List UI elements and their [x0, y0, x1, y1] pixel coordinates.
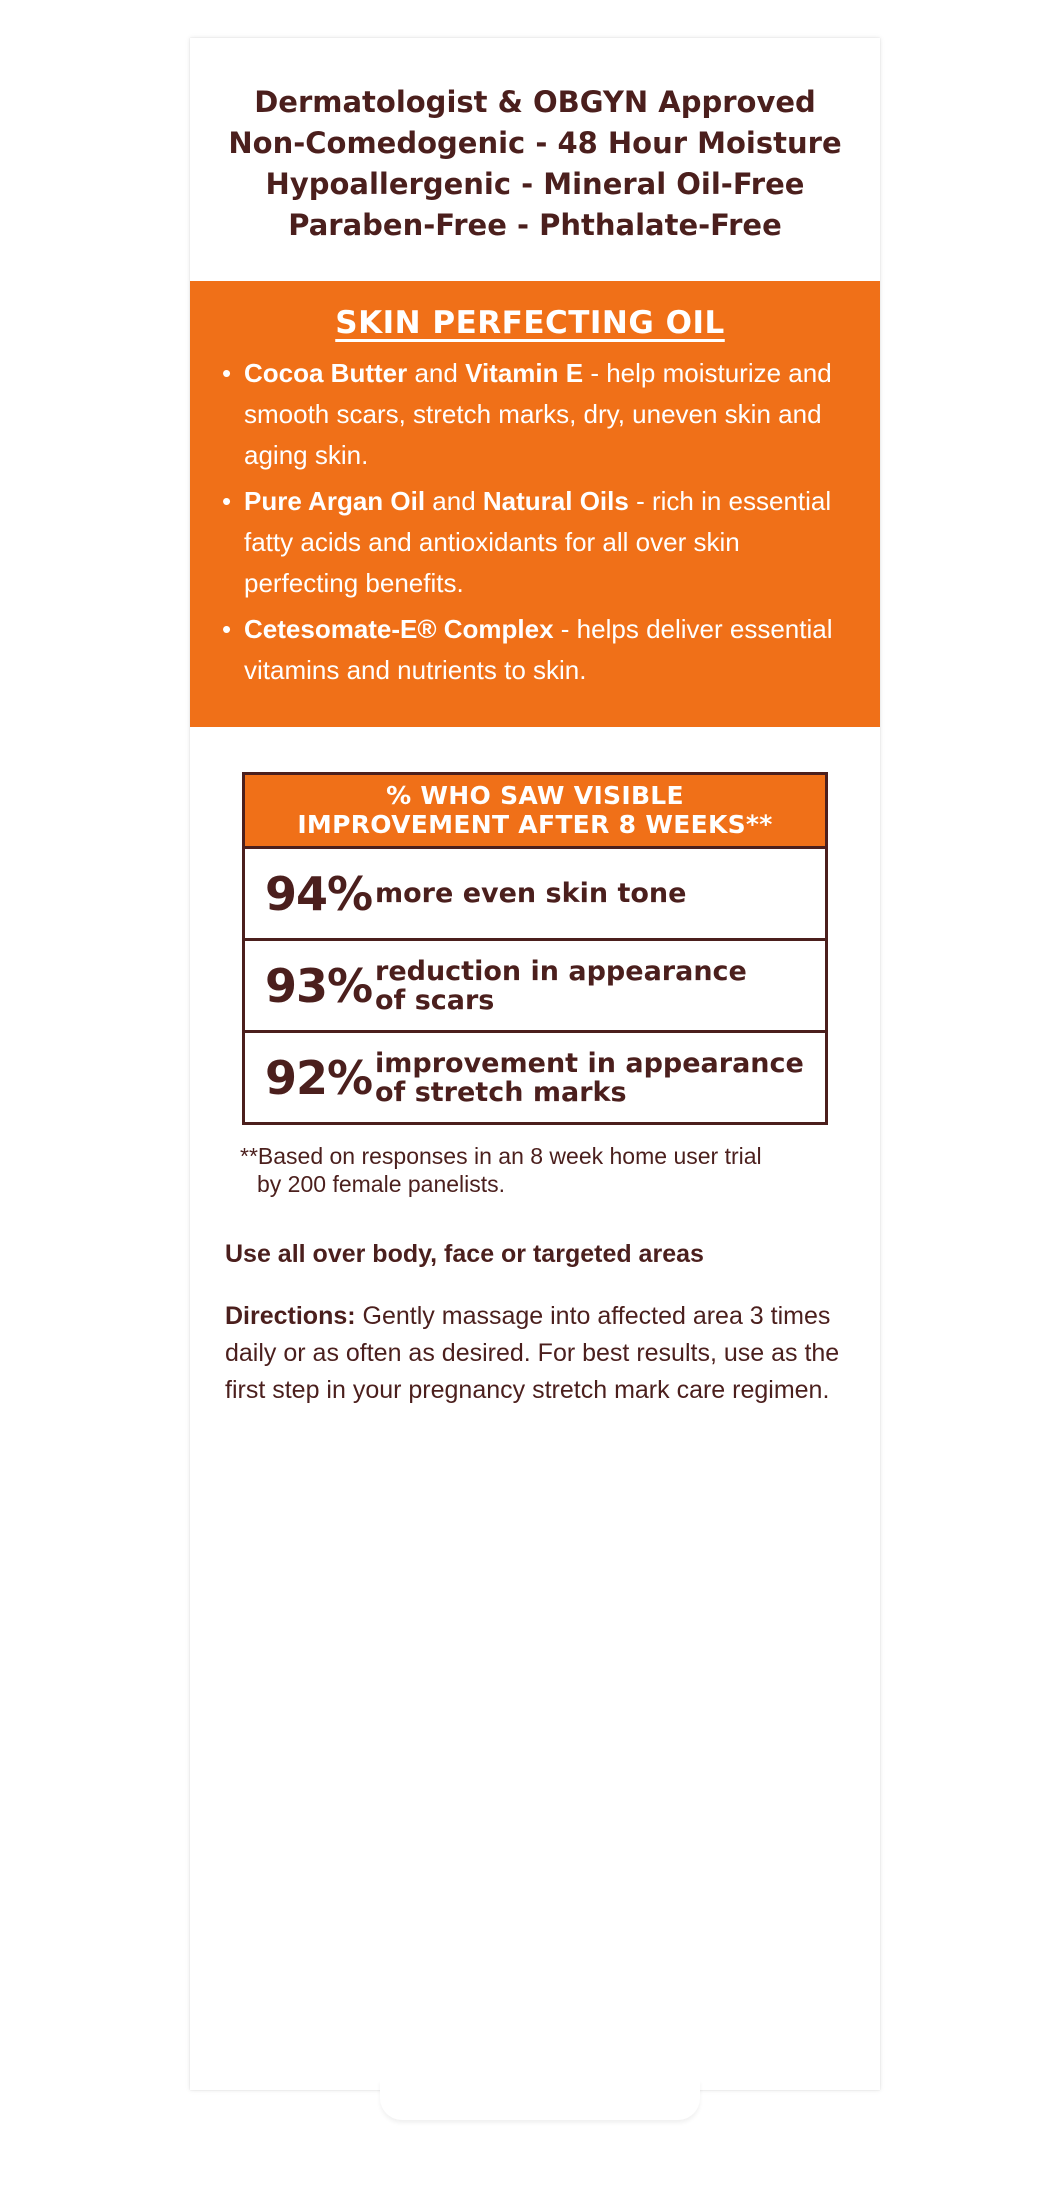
ingredient-name: Cetesomate-E® Complex [244, 614, 554, 644]
benefit-text: - help moisturize and smooth scars, stretch marks, dry, uneven skin and aging skin. [244, 358, 832, 470]
footnote-line: by 200 female panelists. [257, 1171, 506, 1197]
section-title: SKIN PERFECTING OIL [335, 305, 725, 341]
improvement-description [375, 1049, 815, 1107]
usage-heading: Use all over body, face or targeted areas [225, 1240, 704, 1268]
ingredient-name: Cocoa Butter [244, 358, 408, 388]
improvement-row [245, 849, 825, 941]
improvement-description [375, 879, 815, 908]
improvement-table [242, 772, 828, 1125]
heading-line: % WHO SAW VISIBLE [386, 781, 684, 810]
improvement-heading [245, 775, 825, 849]
ingredient-name: Pure Argan Oil [244, 486, 426, 516]
benefit-item [220, 609, 840, 691]
benefit-text: - rich in essential fatty acids and antioxidants for all over skin perfecting benefits. [244, 486, 832, 598]
skin-perfecting-oil-section [190, 281, 880, 727]
description-line: of scars [375, 984, 495, 1016]
study-footnote [240, 1142, 840, 1198]
benefit-text: - helps deliver essential vitamins and nutrients to skin. [244, 614, 833, 685]
description-line: more even skin tone [375, 878, 687, 909]
heading-line: IMPROVEMENT AFTER 8 WEEKS** [297, 810, 773, 839]
claim-line: Hypoallergenic - Mineral Oil-Free [265, 167, 805, 201]
directions-text [225, 1298, 845, 1409]
package-tab [380, 2080, 700, 2120]
benefit-connector: and [407, 358, 466, 388]
benefit-list [220, 353, 840, 691]
directions-label: Directions: [225, 1302, 356, 1330]
footnote-line: **Based on responses in an 8 week home user trial [240, 1143, 762, 1169]
description-line: of stretch marks [375, 1076, 627, 1108]
percentage: 94% [265, 866, 373, 921]
product-claims [190, 82, 880, 246]
percentage: 93% [265, 958, 373, 1013]
improvement-row [245, 941, 825, 1033]
benefit-item [220, 353, 840, 476]
benefit-connector: and [425, 486, 483, 516]
claim-line: Paraben-Free - Phthalate-Free [288, 208, 782, 242]
improvement-description [375, 957, 815, 1015]
percentage: 92% [265, 1050, 373, 1105]
directions-body: Gently massage into affected area 3 times daily or as often as desired. For best results, use as the first step in your pregnancy stretch mark care regimen. [225, 1302, 840, 1404]
ingredient-name: Vitamin E [465, 358, 584, 388]
description-line: improvement in appearance [375, 1047, 804, 1079]
description-line: reduction in appearance [375, 955, 747, 987]
improvement-row [245, 1033, 825, 1122]
claim-line: Non-Comedogenic - 48 Hour Moisture [228, 126, 842, 160]
benefit-item [220, 481, 840, 604]
claim-line: Dermatologist & OBGYN Approved [254, 85, 816, 119]
ingredient-name: Natural Oils [482, 486, 629, 516]
